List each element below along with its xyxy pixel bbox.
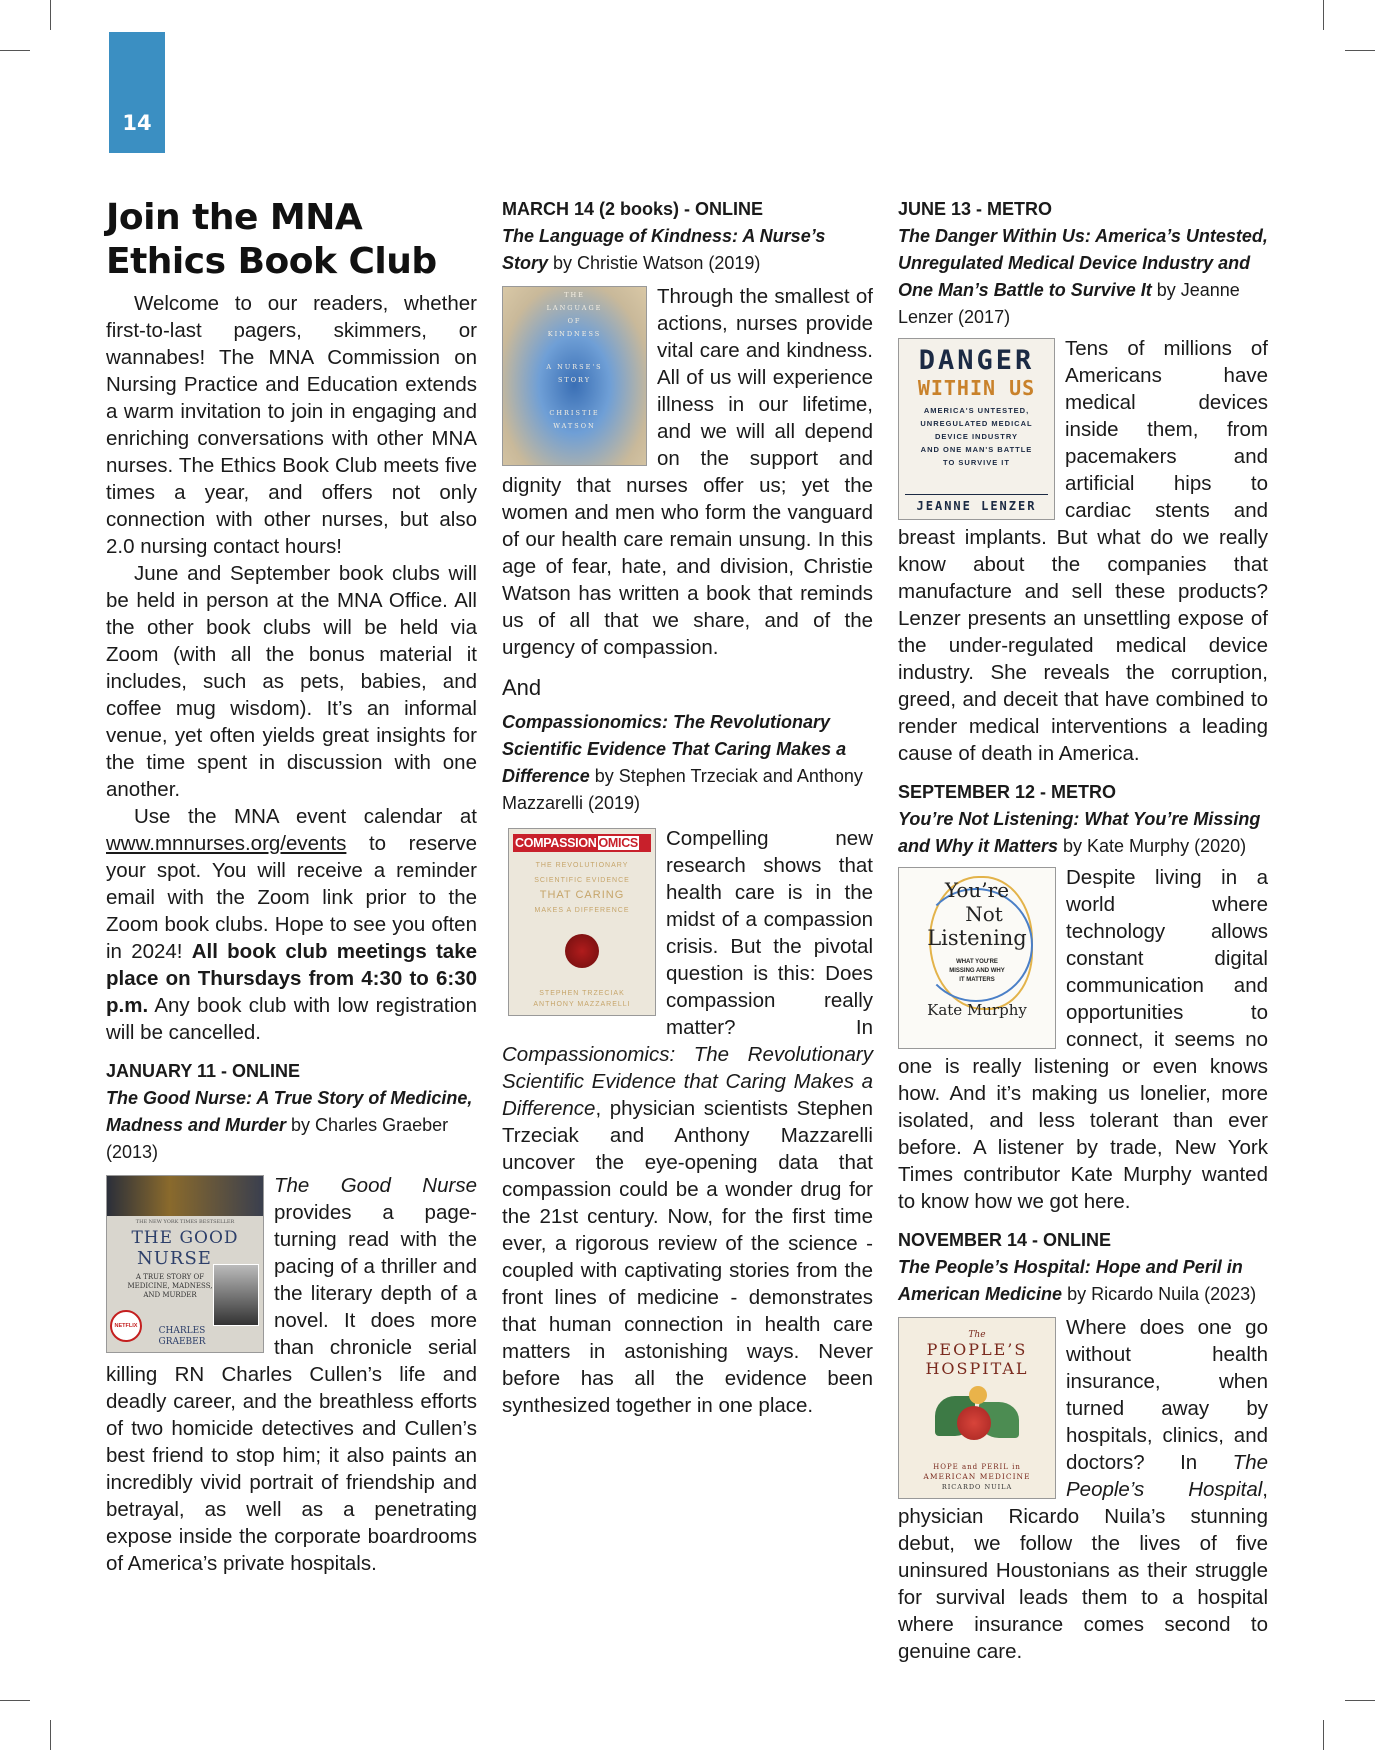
intro-paragraph-1: Welcome to our readers, whether first-to-last pagers, skimmers, or wannabes! The MNA Commission on Nursing Practice and Education extends a warm invitation to join in engaging and enriching conversations with other MNA nurses. The Ethics Book Club meets five times a year, and offers not only connection with other nurses, but also 2.0 nursing contact hours! [106,292,477,558]
book-heading [898,806,1268,860]
crop-mark [0,1700,30,1701]
book-date: JUNE 13 - METRO [898,199,1053,219]
book-cover-compassionomics [508,828,656,1016]
crop-mark [50,0,51,30]
events-link[interactable]: www.mnnurses.org/events [106,832,347,855]
cover-text: PEOPLE’S [926,1340,1028,1359]
book-entry-november [898,1227,1268,1665]
cover-text: HOPE and PERIL in [933,1463,1021,1471]
book-heading [502,223,873,277]
book-text: , physician scientists Stephen Trzeciak and Anthony Mazzarelli uncover the eye-opening data that compassion could be a wonder drug for the 21st century. Now, for the first time ever, a rigorous review of the science - coupled with captivating stories from the front lines of medicine - demonstrates that human connection in health care matters in astonishing ways. Never before has all the evidence been synthesized together in one place. [502,1097,873,1417]
book-date: NOVEMBER 14 - ONLINE [898,1230,1112,1250]
intro-text: to reserve your spot. You will receive a reminder email with the Zoom link prior to the Zoom book clubs. Hope to see you often in 2024! [106,832,477,963]
book-heading [898,223,1268,331]
book-description: Despite living in a world where technology allows constant digital communication and opportunities to connect, it seems no one is really listening or even knows how. And it’s making us lonelier, more isolated, and less tolerant than ever before. A listener by trade, New York Times contributor Kate Murphy wanted to know how we got here. [898,866,1268,1213]
page-title: Join the MNA Ethics Book Club [106,197,437,282]
cover-text: STORY [557,376,592,384]
wax-seal-icon [565,934,599,968]
cover-text: A TRUE STORY OF MEDICINE, MADNESS, AND MURDER [127,1273,213,1299]
cover-text: RICARDO NUILA [941,1483,1013,1491]
cover-text: HOSPITAL [925,1359,1029,1378]
cover-text: THE GOOD [131,1228,239,1248]
cover-text: LANGUAGE [546,304,603,312]
cover-text: NURSE [137,1248,212,1269]
book-cover-peoples-hospital [898,1317,1056,1499]
cover-text: WITHIN US [917,376,1036,400]
cover-text: THE REVOLUTIONARY [535,862,629,869]
cover-text: MISSING AND WHY [949,968,1005,974]
book-title-inline: The Good Nurse [274,1174,477,1197]
cover-text: DANGER [918,345,1035,376]
intro-text: Use the MNA event calendar at [134,805,477,828]
book-description: Through the smallest of actions, nurses provide vital care and kindness. All of us will experience illness in our lifetime, and we will all depend on the support and dignity that nurses offer us; yet the women and men who form the vanguard of our health care remain unsung. In this age of fear, hate, and division, Christie Watson has written a book that reminds us of all that we share, and of the urgency of compassion. [502,285,873,659]
book-title: Compassionomics: The Revolutionary Scientific Evidence That Caring Makes a Difference [502,712,847,786]
book-heading [502,709,873,817]
book-author: by Charles Graeber (2013) [106,1115,449,1162]
cover-text: A NURSE'S [546,363,603,371]
book-entry-september [898,779,1268,1215]
book-date: JANUARY 11 - ONLINE [106,1061,301,1081]
book-title: The Good Nurse: A True Story of Medicine, Madness and Murder [106,1088,473,1135]
cover-text: AMERICAN MEDICINE [923,1472,1031,1481]
book-title: You’re Not Listening: What You’re Missing and Why it Matters [898,809,1261,856]
book-author: by Ricardo Nuila (2023) [1062,1284,1257,1304]
column-2 [502,196,873,1419]
cover-text: UNREGULATED MEDICAL [920,419,1033,428]
book-heading [898,1254,1268,1308]
cover-text: COMPASSION [515,836,597,850]
cover-text: You’re [944,878,1010,902]
book-cover-good-nurse [106,1175,264,1353]
book-cover-danger-within-us [898,338,1055,520]
cover-text: The [968,1330,986,1340]
book-text: provides a page-turning read with the pacing of a thriller and the literary depth of a novel. It does more than chronicle serial killing RN Charles Cullen’s life and deadly career, and the breathless efforts of two homicide detectives and Cullen’s best friend to stop him; it also paints an incredibly vivid portrait of friendship and betrayal, as well as a penetrating expose inside the corporate boardrooms of America’s private hospitals. [106,1201,477,1575]
meeting-time-note: All book club meetings take place on Thursdays from 4:30 to 6:30 p.m. [106,940,477,1017]
cover-text: ANTHONY MAZZARELLI [533,1001,631,1008]
cover-text: Not [965,902,1003,926]
cover-text: OMICS [598,836,638,850]
cover-text: KINDNESS [547,330,602,338]
book-author: by Stephen Trzeciak and Anthony Mazzarelli (2019) [502,766,863,813]
book-author: by Christie Watson (2019) [548,253,761,273]
book-description: Tens of millions of Americans have medical devices inside them, from pacemakers and artificial hips to cardiac stents and breast implants. But what do we really know about the companies that manufacture and sell these products? Lenzer presents an unsettling expose of the under-regulated medical device industry. She reveals the corruption, greed, and deceit that have combined to render medical interventions a leading cause of death in America. [898,337,1268,765]
book-text: Where does one go without health insurance, when turned away by hospitals, clinics, and doctors? In [1066,1316,1268,1474]
crop-mark [1345,50,1375,51]
cover-text: THAT CARING [539,889,625,901]
book-author: by Jeanne Lenzer (2017) [898,280,1240,327]
cover-text: SCIENTIFIC EVIDENCE [534,877,630,884]
book-heading [106,1085,477,1166]
cover-text: Kate Murphy [927,1001,1027,1019]
cover-text: Listening [927,926,1027,950]
page-number-tab [109,32,165,153]
book-title: The Language of Kindness: A Nurse’s Story [502,226,826,273]
book-entry-compassionomics [502,671,873,1419]
and-separator: And [502,675,542,700]
book-title: The Danger Within Us: America’s Untested, Unregulated Medical Device Industry and One Man’s Battle to Survive It [898,226,1268,300]
column-3 [898,196,1268,1665]
book-title-inline: Compassionomics: The Revolutionary Scientific Evidence that Caring Makes a Difference [502,1043,873,1120]
crop-mark [1323,1720,1324,1750]
column-1 [106,196,477,1577]
crop-mark [1345,1700,1375,1701]
crop-mark [0,50,30,51]
book-text: Compelling new research shows that health care is in the midst of a compassion crisis. But the pivotal question is this: Does compassion really matter? In [666,827,873,1039]
cover-text: MAKES A DIFFERENCE [534,907,630,914]
book-text: , physician Ricardo Nuila’s stunning debut, we follow the lives of five uninsured Houstonians as their struggle for survival leads them to a hospital where insurance comes second to genuine care. [898,1478,1268,1663]
book-cover-language-of-kindness [502,286,647,466]
cover-text: WHAT YOU'RE [956,959,998,965]
netflix-logo: NETFLIX [110,1310,142,1342]
cover-text: STEPHEN TRZECIAK [539,990,625,997]
book-title: The People’s Hospital: Hope and Peril in American Medicine [898,1257,1243,1304]
cover-text: THE [564,291,585,299]
cover-text: THE NEW YORK TIMES BESTSELLER [135,1219,235,1225]
cover-text: AND ONE MAN'S BATTLE [920,445,1033,454]
book-entry-january [106,1058,477,1577]
intro-paragraph-2: June and September book clubs will be held in person at the MNA Office. All the other book clubs will be held via Zoom (with all the bonus material it includes, such as pets, babies, and coffee mug wisdom). It’s an informal venue, yet often yields great insights for the time spent in discussion with one another. [106,562,477,801]
book-entry-march [502,196,873,661]
book-author: by Kate Murphy (2020) [1058,836,1247,856]
book-title-inline: The People’s Hospital [1066,1451,1268,1501]
book-entry-june [898,196,1268,767]
intro-text: Any book club with low registration will be cancelled. [106,994,477,1044]
cover-text: CHRISTIE [549,409,600,417]
cover-text: IT MATTERS [959,977,995,983]
crop-mark [50,1720,51,1750]
crop-mark [1323,0,1324,30]
cover-text: TO SURVIVE IT [943,458,1010,467]
page-number: 14 [122,111,152,135]
cover-text: DEVICE INDUSTRY [934,432,1019,441]
book-date: SEPTEMBER 12 - METRO [898,782,1117,802]
book-cover-youre-not-listening [898,867,1056,1049]
book-date: MARCH 14 (2 books) - ONLINE [502,199,764,219]
flower-illustration-icon [929,1386,1025,1456]
intro-paragraph-3 [106,803,477,1046]
cover-text: CHARLES GRAEBER [158,1326,206,1347]
cover-text: AMERICA'S UNTESTED, [923,406,1030,415]
cover-text: WATSON [553,422,596,430]
cover-text: JEANNE LENZER [905,494,1048,513]
cover-text: OF [567,317,582,325]
